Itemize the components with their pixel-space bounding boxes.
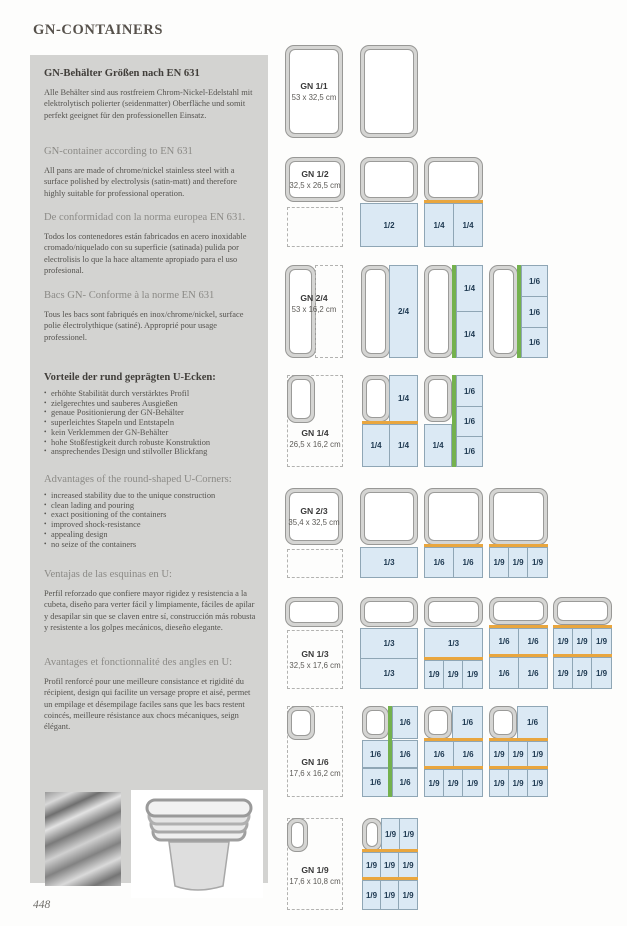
fraction-cell: 1/9 bbox=[443, 660, 463, 689]
pan-shape-gn-1-6 bbox=[362, 706, 389, 739]
orange-divider-line bbox=[424, 738, 483, 741]
pan-shape-gn-1-4 bbox=[424, 375, 452, 422]
fraction-cell: 1/2 bbox=[360, 203, 418, 247]
gn-size-dimensions: 17,6 x 16,2 cm bbox=[289, 769, 341, 778]
orange-divider-line bbox=[424, 544, 483, 547]
gn-size-name: GN 2/3 bbox=[300, 505, 328, 516]
fraction-cell: 1/3 bbox=[360, 547, 418, 578]
gn-size-name: GN 1/6 bbox=[301, 757, 329, 767]
gn-size-name: GN 1/4 bbox=[301, 428, 329, 438]
pan-inner bbox=[493, 601, 544, 621]
gn-row-label bbox=[286, 169, 344, 191]
section-body: All pans are made of chrome/nickel stainless steel with a surface polished by electrolysis (satin-matt) and therefore highly suitable for professional operation. bbox=[44, 166, 238, 198]
fraction-cell: 1/9 bbox=[527, 769, 548, 797]
fraction-cell: 1/9 bbox=[591, 657, 612, 689]
dashed-outline bbox=[287, 207, 343, 247]
bullet-item: • erhöhte Stabilität durch verstärktes Profil bbox=[44, 389, 257, 399]
fraction-cell: 1/4 bbox=[389, 375, 418, 422]
gn-size-dimensions: 35,4 x 32,5 cm bbox=[288, 517, 340, 527]
gn-size-name: GN 1/3 bbox=[301, 649, 329, 659]
pan-inner bbox=[291, 710, 311, 736]
dashed-outline bbox=[287, 549, 343, 578]
fraction-cell: 1/4 bbox=[424, 424, 452, 467]
fraction-cell: 1/4 bbox=[389, 424, 418, 467]
pan-inner bbox=[428, 710, 448, 735]
gn-row-label bbox=[286, 81, 342, 103]
fraction-cell: 1/9 bbox=[508, 769, 528, 797]
gn-size-name: GN 2/4 bbox=[300, 293, 328, 303]
fraction-cell: 1/9 bbox=[508, 741, 528, 767]
fraction-cell: 1/6 bbox=[392, 740, 418, 768]
gn-row-label bbox=[288, 428, 342, 450]
pan-inner bbox=[428, 161, 479, 198]
pan-inner bbox=[428, 379, 448, 418]
section-heading: Ventajas de las esquinas en U: bbox=[44, 569, 172, 580]
pan-shape-gn-1-3 bbox=[285, 597, 343, 627]
bullet-item: • superleichtes Stapeln und Entstapeln bbox=[44, 418, 257, 428]
fraction-cell: 1/6 bbox=[392, 706, 418, 739]
pan-inner bbox=[291, 822, 304, 848]
bullet-item: • hohe Stoßfestigkeit durch robuste Konstruktion bbox=[44, 438, 257, 448]
pan-inner bbox=[493, 710, 513, 735]
fraction-cell: 1/9 bbox=[443, 769, 463, 797]
pan-shape-gn-1-6 bbox=[287, 706, 315, 740]
section-heading: GN-container according to EN 631 bbox=[44, 146, 193, 157]
pan-inner bbox=[493, 492, 544, 541]
pan-inner bbox=[365, 269, 386, 354]
pan-shape-gn-1-6 bbox=[424, 706, 452, 739]
green-divider-line bbox=[452, 265, 456, 358]
section-body: Perfil reforzado que confiere mayor rigidez y resistencia a la cubeta, diseño para verter fácil y limpiamente, fáciles de apilar y desapilar sin que se claven entre sí, construcción más robusta y resistente a los golpes mecánicos, dieseño elegante. bbox=[44, 589, 256, 632]
fraction-cell: 1/6 bbox=[521, 265, 548, 297]
pan-shape-gn-2-3 bbox=[489, 488, 548, 545]
bullet-item: • no seize of the containers bbox=[44, 540, 257, 550]
fraction-cell: 1/9 bbox=[462, 769, 483, 797]
pan-inner bbox=[364, 492, 414, 541]
fraction-cell: 1/9 bbox=[489, 547, 509, 578]
fraction-cell: 1/6 bbox=[521, 296, 548, 328]
fraction-cell: 1/6 bbox=[518, 628, 548, 655]
gn-row-label bbox=[288, 757, 342, 779]
orange-divider-line bbox=[424, 657, 483, 660]
fraction-cell: 1/6 bbox=[489, 628, 519, 655]
fraction-cell: 1/9 bbox=[399, 818, 418, 851]
fraction-cell: 1/9 bbox=[553, 657, 573, 689]
gn-size-dimensions: 32,5 x 17,6 cm bbox=[289, 661, 341, 670]
fraction-cell: 1/6 bbox=[489, 657, 519, 689]
section-body: Tous les bacs sont fabriqués en inox/chrome/nickel, surface polie électrolythique (satiné). Approprié pour usage professionel. bbox=[44, 310, 244, 342]
fraction-cell: 1/6 bbox=[453, 741, 483, 767]
bullet-item: • improved shock-resistance bbox=[44, 520, 257, 530]
pan-shape-gn-2-4 bbox=[489, 265, 518, 358]
orange-divider-line bbox=[424, 200, 483, 203]
pan-shape-gn-1-1 bbox=[285, 45, 343, 138]
pan-shape-gn-2-3 bbox=[285, 488, 343, 545]
bullet-item: • genaue Positionierung der GN-Behälter bbox=[44, 408, 257, 418]
fraction-cell: 1/6 bbox=[456, 436, 483, 467]
pan-shape-gn-1-6 bbox=[489, 706, 517, 739]
fraction-cell: 1/9 bbox=[424, 660, 444, 689]
pan-inner bbox=[364, 161, 414, 198]
pan-inner bbox=[428, 601, 479, 623]
fraction-cell: 1/9 bbox=[362, 852, 381, 878]
gn-row-label bbox=[288, 649, 342, 671]
fraction-cell: 1/9 bbox=[489, 741, 509, 767]
fraction-cell: 1/6 bbox=[424, 547, 454, 578]
pan-shape-gn-1-1 bbox=[360, 45, 418, 138]
green-divider-line bbox=[452, 375, 456, 467]
pan-shape-gn-2-4 bbox=[424, 265, 453, 358]
pan-shape-gn-1-2 bbox=[360, 157, 418, 202]
fraction-cell: 1/9 bbox=[572, 628, 592, 655]
section-body: Alle Behälter sind aus rostfreiem Chrom-Nickel-Edelstahl mit elektrolytisch polierter (seidenmatter) Oberfläche und somit perfekt geeignet für den professionellen Einsatz. bbox=[44, 88, 253, 120]
section-heading: Vorteile der rund geprägten U-Ecken: bbox=[44, 372, 216, 383]
orange-divider-line bbox=[362, 877, 418, 880]
gn-row-label bbox=[285, 293, 343, 315]
pan-shape-gn-2-4 bbox=[361, 265, 390, 358]
pan-inner bbox=[493, 269, 514, 354]
section-heading: De conformidad con la norma europea EN 631. bbox=[44, 212, 246, 223]
fraction-cell: 1/9 bbox=[591, 628, 612, 655]
bullet-item: • appealing design bbox=[44, 530, 257, 540]
fraction-cell: 1/9 bbox=[489, 769, 509, 797]
fraction-cell: 1/9 bbox=[398, 852, 418, 878]
fraction-cell: 1/6 bbox=[521, 327, 548, 358]
pan-inner bbox=[366, 379, 386, 418]
pan-inner bbox=[366, 710, 385, 735]
fraction-cell: 1/9 bbox=[380, 880, 399, 910]
fraction-cell: 1/9 bbox=[381, 818, 400, 851]
gn-size-name: GN 1/9 bbox=[301, 865, 329, 875]
pan-inner bbox=[364, 601, 414, 623]
pan-inner bbox=[364, 49, 414, 134]
fraction-cell: 1/6 bbox=[456, 375, 483, 407]
fraction-cell: 1/4 bbox=[453, 203, 483, 247]
fraction-cell: 1/6 bbox=[456, 406, 483, 437]
fraction-cell: 1/9 bbox=[553, 628, 573, 655]
gn-row-floating-label bbox=[285, 293, 343, 315]
section-heading: GN-Behälter Größen nach EN 631 bbox=[44, 68, 200, 79]
bullet-item: • zielgerechtes und sauberes Ausgießen bbox=[44, 399, 257, 409]
fraction-cell: 1/6 bbox=[517, 706, 548, 739]
green-divider-line bbox=[517, 265, 521, 358]
fraction-cell: 1/3 bbox=[360, 628, 418, 659]
fraction-cell: 1/9 bbox=[572, 657, 592, 689]
fraction-cell: 1/3 bbox=[360, 658, 418, 689]
gn-row-label bbox=[286, 506, 342, 528]
fraction-cell: 1/6 bbox=[424, 741, 454, 767]
orange-divider-line bbox=[362, 849, 418, 852]
pan-shape-gn-1-3 bbox=[424, 597, 483, 627]
gn-size-dimensions: 26,5 x 16,2 cm bbox=[289, 440, 341, 449]
gn-size-name: GN 1/2 bbox=[301, 168, 329, 179]
section-heading: Avantages et fonctionnalité des angles en U: bbox=[44, 657, 233, 668]
pan-inner bbox=[428, 269, 449, 354]
orange-divider-line bbox=[489, 654, 548, 657]
pan-shape-gn-1-3 bbox=[360, 597, 418, 627]
gn-size-dimensions: 17,6 x 10,8 cm bbox=[289, 877, 341, 886]
dashed-outline bbox=[287, 630, 343, 689]
fraction-cell: 1/6 bbox=[518, 657, 548, 689]
page-number: 448 bbox=[33, 899, 51, 911]
section-heading: Bacs GN- Conforme à la norme EN 631 bbox=[44, 290, 215, 301]
pan-shape-gn-1-9 bbox=[362, 818, 382, 851]
fraction-cell: 1/6 bbox=[453, 547, 483, 578]
fraction-cell: 1/6 bbox=[452, 706, 483, 739]
section-body: Todos los contenedores están fabricados en acero inoxidable cromado/niquelado con su superficie (satinada) pulida por electrolisis lo que la hace altamente apropiado para el uso profesional. bbox=[44, 232, 247, 275]
fraction-cell: 2/4 bbox=[389, 265, 418, 358]
fraction-cell: 1/9 bbox=[527, 547, 548, 578]
gn-size-name: GN 1/1 bbox=[300, 80, 328, 91]
pan-inner bbox=[557, 601, 608, 621]
green-divider-line bbox=[388, 706, 392, 797]
fraction-cell: 1/3 bbox=[424, 628, 483, 658]
pan-shape-gn-1-4 bbox=[287, 375, 315, 423]
bullet-item: • clean lading and pouring bbox=[44, 501, 257, 511]
gn-row-label bbox=[288, 865, 342, 887]
fraction-cell: 1/9 bbox=[462, 660, 483, 689]
fraction-cell: 1/9 bbox=[527, 741, 548, 767]
fraction-cell: 1/6 bbox=[362, 768, 389, 797]
pan-inner bbox=[428, 492, 479, 541]
gn-size-dimensions: 53 x 32,5 cm bbox=[291, 92, 337, 102]
gn-size-dimensions: 53 x 16,2 cm bbox=[291, 305, 337, 314]
fraction-cell: 1/9 bbox=[398, 880, 418, 910]
orange-divider-line bbox=[362, 421, 418, 424]
fraction-cell: 1/6 bbox=[362, 740, 389, 768]
orange-divider-line bbox=[489, 766, 548, 769]
pan-shape-gn-1-4 bbox=[362, 375, 390, 422]
fraction-cell: 1/4 bbox=[362, 424, 390, 467]
orange-divider-line bbox=[553, 654, 612, 657]
fraction-cell: 1/4 bbox=[424, 203, 454, 247]
bullet-item: • exact positioning of the containers bbox=[44, 510, 257, 520]
orange-divider-line bbox=[489, 544, 548, 547]
fraction-cell: 1/9 bbox=[424, 769, 444, 797]
fraction-cell: 1/9 bbox=[508, 547, 528, 578]
pan-shape-gn-2-3 bbox=[424, 488, 483, 545]
page-title: GN-CONTAINERS bbox=[33, 21, 163, 38]
pan-inner bbox=[291, 379, 311, 419]
orange-divider-line bbox=[489, 625, 548, 628]
orange-divider-line bbox=[489, 738, 548, 741]
pan-shape-gn-2-3 bbox=[360, 488, 418, 545]
fraction-cell: 1/9 bbox=[362, 880, 381, 910]
bullet-item: • ansprechendes Design und stilvoller Blickfang bbox=[44, 447, 257, 457]
pan-inner bbox=[366, 822, 378, 847]
pan-shape-gn-1-2 bbox=[424, 157, 483, 202]
fraction-cell: 1/9 bbox=[380, 852, 399, 878]
pan-shape-gn-1-3 bbox=[553, 597, 612, 625]
fraction-cell: 1/4 bbox=[456, 265, 483, 312]
section-body: Profil renforcé pour une meilleure consistance et rigidité du récipient, design qui facilite un versage propre et aisé, permet un empilage et désempilage faciles sans que les bacs restent coincés, meilleure résistance aux chocs mécaniques, seign élégant. bbox=[44, 677, 251, 732]
fraction-cell: 1/6 bbox=[392, 768, 418, 797]
section-heading: Advantages of the round-shaped U-Corners: bbox=[44, 474, 232, 485]
pan-shape-gn-1-3 bbox=[489, 597, 548, 625]
orange-divider-line bbox=[424, 766, 483, 769]
bullet-item: • increased stability due to the unique construction bbox=[44, 491, 257, 501]
orange-divider-line bbox=[553, 625, 612, 628]
pan-inner bbox=[289, 601, 339, 623]
fraction-cell: 1/4 bbox=[456, 311, 483, 358]
bullet-item: • kein Verklemmen der GN-Behälter bbox=[44, 428, 257, 438]
gn-size-dimensions: 32,5 x 26,5 cm bbox=[289, 180, 341, 190]
pan-shape-gn-1-9 bbox=[287, 818, 308, 852]
pan-shape-gn-1-2 bbox=[285, 157, 345, 202]
